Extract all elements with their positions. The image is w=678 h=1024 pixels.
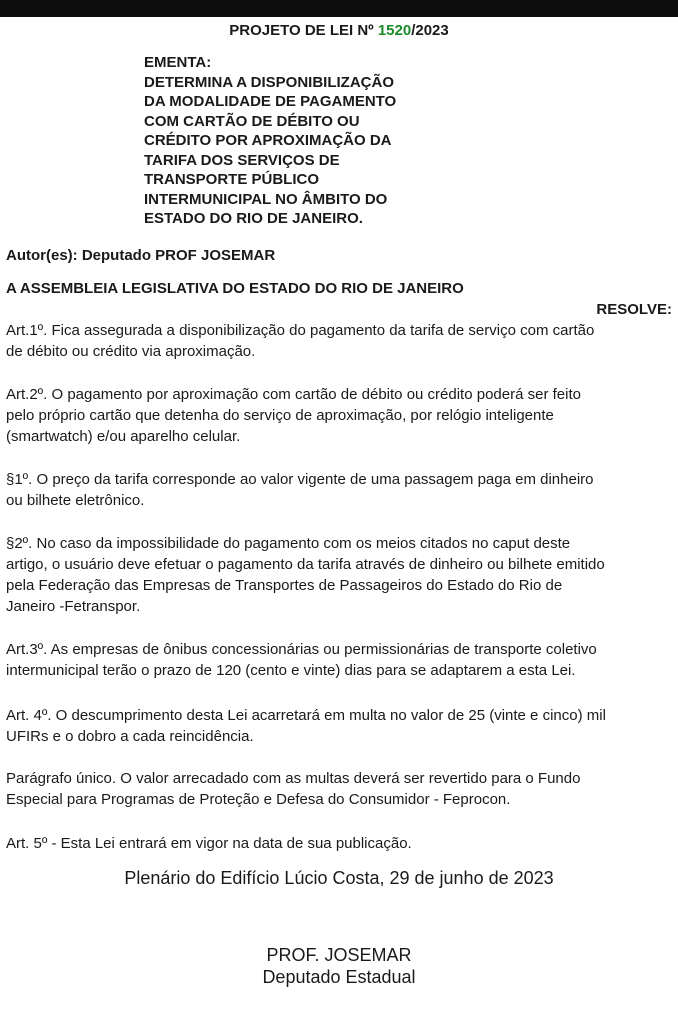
paragraph-line: Art.1º. Fica assegurada a disponibilização do pagamento da tarifa de serviço com cartão: [6, 322, 595, 339]
paragraph-line: de débito ou crédito via aproximação.: [6, 343, 256, 360]
paragraph-line: ou bilhete eletrônico.: [6, 492, 145, 509]
article-1: [6, 320, 674, 362]
article-3: [6, 639, 674, 681]
ementa-line: INTERMUNICIPAL NO ÂMBITO DO: [144, 190, 388, 208]
paragraph-line: (smartwatch) e/ou aparelho celular.: [6, 428, 241, 445]
paragraph-line: Especial para Programas de Proteção e Defesa do Consumidor - Feprocon.: [6, 791, 511, 808]
document-title: [0, 22, 678, 40]
paragraph-line: Art.3º. As empresas de ônibus concessionárias ou permissionárias de transporte coletivo: [6, 641, 597, 658]
ementa-line: DETERMINA A DISPONIBILIZAÇÃO: [144, 73, 394, 91]
author-line: Autor(es): Deputado PROF JOSEMAR: [6, 247, 276, 264]
paragraph-line: intermunicipal terão o prazo de 120 (cento e vinte) dias para se adaptarem a esta Lei.: [6, 662, 576, 679]
paragraph-line: Art.2º. O pagamento por aproximação com cartão de débito ou crédito poderá ser feito: [6, 386, 581, 403]
assembly-heading: A ASSEMBLEIA LEGISLATIVA DO ESTADO DO RIO DE JANEIRO: [6, 280, 464, 297]
paragraph-line: Janeiro -Fetranspor.: [6, 598, 141, 615]
paragraph-line: §2º. No caso da impossibilidade do pagamento com os meios citados no caput deste: [6, 535, 571, 552]
ementa-line: TARIFA DOS SERVIÇOS DE: [144, 151, 340, 169]
signature-block: [0, 944, 678, 988]
ementa-line: TRANSPORTE PÚBLICO: [144, 171, 320, 188]
paragraph-line: UFIRs e o dobro a cada reincidência.: [6, 728, 254, 745]
paragraph-line: pelo próprio cartão que detenha do serviço de aproximação, por relógio inteligente: [6, 407, 554, 424]
paragraph-line: Art. 4º. O descumprimento desta Lei acarretará em multa no valor de 25 (vinte e cinco) mil: [6, 707, 606, 724]
top-status-bar: [0, 0, 678, 17]
paragraph-2: [6, 533, 674, 617]
paragraph-line: Art. 5º - Esta Lei entrará em vigor na data de sua publicação.: [6, 835, 412, 852]
ementa-line: CRÉDITO POR APROXIMAÇÃO DA: [144, 132, 392, 149]
signer-name: PROF. JOSEMAR: [266, 945, 412, 965]
paragraph-line: Parágrafo único. O valor arrecadado com as multas deverá ser revertido para o Fundo: [6, 770, 581, 787]
ementa-line: DA MODALIDADE DE PAGAMENTO: [144, 93, 397, 110]
ementa-label: EMENTA:: [144, 54, 212, 71]
sole-paragraph: [6, 768, 674, 810]
signer-title: Deputado Estadual: [262, 967, 416, 987]
place-and-date: Plenário do Edifício Lúcio Costa, 29 de junho de 2023: [124, 868, 554, 888]
article-4: [6, 705, 674, 747]
resolve-label: RESOLVE:: [596, 301, 672, 318]
ementa-block: [144, 53, 444, 229]
ementa-line: COM CARTÃO DE DÉBITO OU: [144, 112, 360, 130]
paragraph-line: §1º. O preço da tarifa corresponde ao valor vigente de uma passagem paga em dinheiro: [6, 471, 594, 488]
ementa-line: ESTADO DO RIO DE JANEIRO.: [144, 210, 363, 227]
paragraph-1: [6, 469, 674, 511]
article-5: [6, 833, 674, 854]
paragraph-line: artigo, o usuário deve efetuar o pagamento da tarifa através de dinheiro ou bilhete emitido: [6, 556, 605, 573]
article-2: [6, 384, 674, 447]
title-prefix: PROJETO DE LEI Nº: [229, 22, 378, 39]
bill-number: 1520: [377, 22, 412, 39]
paragraph-line: pela Federação das Empresas de Transportes de Passageiros do Estado do Rio de: [6, 577, 563, 594]
title-suffix: /2023: [411, 22, 449, 39]
